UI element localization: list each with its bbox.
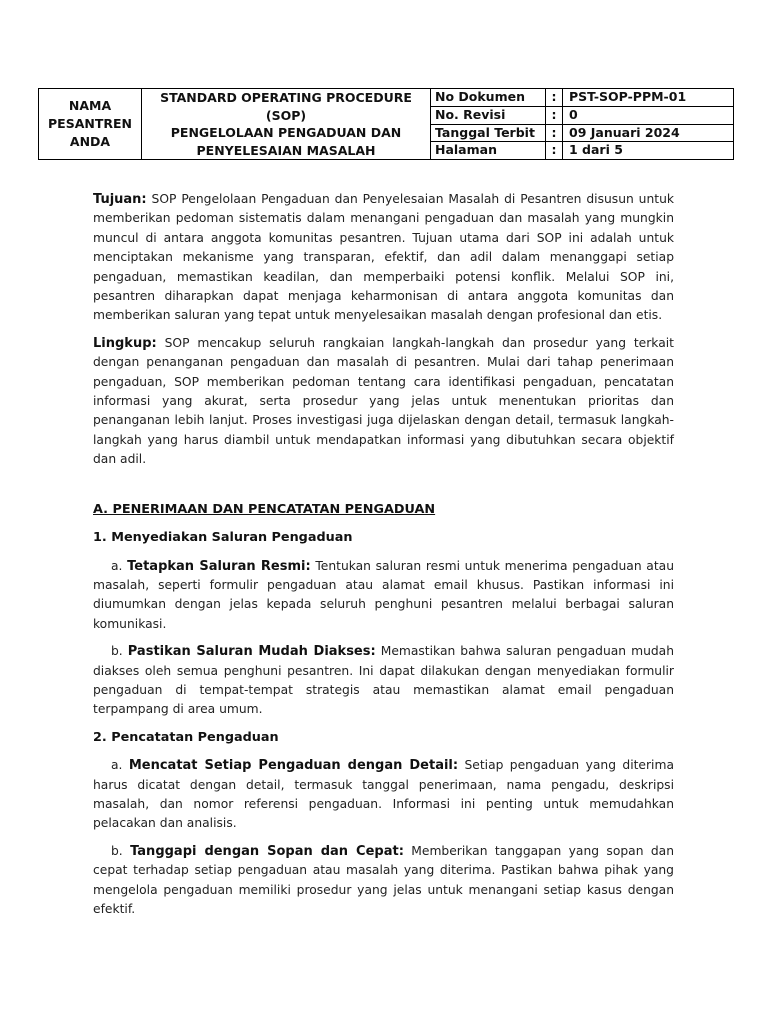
meta-value: 09 Januari 2024 [569, 124, 680, 140]
meta-key: Halaman [431, 142, 546, 159]
item-text: Memberikan tanggapan yang sopan dan cepat terhadap setiap pengaduan atau masalah yang diterima. Pastikan bahwa pihak yang mengelola pengaduan memiliki prosedur yang jelas untuk menangani setiap kasus dengan efektif. [93, 843, 674, 916]
item-letter: b. [111, 644, 123, 659]
list-item [93, 756, 674, 834]
meta-row-doc-number [431, 89, 733, 107]
doc-title-line: PENYELESAIAN MASALAH [196, 142, 376, 158]
meta-value: 0 [569, 106, 578, 122]
meta-value: PST-SOP-PPM-01 [569, 89, 687, 104]
meta-row-revision [431, 107, 733, 125]
item-lead: Mencatat Setiap Pengaduan dengan Detail: [128, 758, 459, 774]
item-letter: b. [111, 843, 123, 858]
doc-title-line: STANDARD OPERATING PROCEDURE [160, 90, 412, 105]
org-name-cell [39, 89, 142, 159]
item-text: Memastikan bahwa saluran pengaduan mudah diakses oleh semua penghuni pesantren. Ini dapat dilakukan dengan menyediakan formulir pengaduan di tempat-tempat strategis atau memastikan alamat email pengaduan terpampang di area umum. [93, 644, 674, 717]
item-letter: a. [111, 558, 123, 573]
meta-key: Tanggal Terbit [431, 125, 546, 142]
list-item [93, 642, 674, 720]
meta-separator: : [546, 142, 563, 159]
subsection-title: 1. Menyediakan Saluran Pengaduan [93, 530, 353, 546]
org-name-line: PESANTREN [48, 116, 132, 131]
lingkup-text: SOP mencakup seluruh rangkaian langkah-langkah dan prosedur yang terkait dengan penanganan pengaduan dan masalah di pesantren. Mulai dari tahap penerimaan pengaduan, SOP memberikan pedoman tentang cara identifikasi pengaduan, pencatatan informasi yang akurat, serta prosedur yang jelas untuk menentukan prioritas dan penanganan lebih lanjut. Proses investigasi juga dijelaskan dengan detail, termasuk langkah-langkah yang harus diambil untuk mendapatkan informasi yang dibutuhkan secara objektif dan adil. [93, 335, 674, 467]
doc-title-line: PENGELOLAAN PENGADUAN DAN [170, 125, 402, 140]
lingkup-label: Lingkup: [93, 335, 157, 351]
meta-key: No Dokumen [431, 89, 546, 106]
doc-meta-cell [431, 89, 733, 159]
tujuan-text: SOP Pengelolaan Pengaduan dan Penyelesaian Masalah di Pesantren disusun untuk memberikan pedoman sistematis dalam menangani pengaduan dan masalah yang mungkin muncul di antara anggota komunitas pesantren. Tujuan utama dari SOP ini adalah untuk menciptakan mekanisme yang transparan, efektif, dan adil dalam menanggapi setiap pengaduan, memastikan keadilan, dan memperbaiki potensi konflik. Melalui SOP ini, pesantren diharapkan dapat menjaga keharmonisan di antara anggota komunitas dan memberikan saluran yang tepat untuk menyelesaikan masalah dengan profesional dan etis. [93, 192, 674, 323]
meta-separator: : [546, 125, 563, 142]
tujuan-label: Tujuan: [93, 192, 147, 207]
org-name-line: NAMA [68, 98, 112, 113]
section-a-title: A. PENERIMAAN DAN PENCATATAN PENGADUAN [93, 501, 436, 517]
item-letter: a. [111, 758, 123, 773]
meta-row-issue-date [431, 125, 733, 143]
doc-title-cell [142, 89, 431, 159]
list-item [93, 557, 674, 635]
org-name-line: ANDA [69, 134, 111, 149]
document-body [93, 190, 674, 927]
meta-key: No. Revisi [431, 107, 546, 124]
item-lead: Pastikan Saluran Mudah Diakses: [127, 644, 376, 660]
meta-row-page [431, 142, 733, 159]
item-text: Setiap pengaduan yang diterima harus dicatat dengan detail, termasuk tanggal penerimaan, nama pengadu, deskripsi masalah, dan nomor referensi pengaduan. Informasi ini penting untuk memudahkan pelacakan dan analisis. [93, 758, 674, 831]
list-item [93, 842, 674, 920]
item-lead: Tetapkan Saluran Resmi: [127, 558, 311, 574]
subsection-title: 2. Pencatatan Pengaduan [93, 729, 279, 745]
lingkup-paragraph [93, 334, 674, 470]
meta-separator: : [546, 89, 563, 106]
item-text: Tentukan saluran resmi untuk menerima pengaduan atau masalah, seperti formulir pengaduan atau alamat email khusus. Pastikan informasi ini diumumkan dengan jelas kepada seluruh penghuni pesantren melalui berbagai saluran komunikasi. [93, 558, 674, 631]
meta-separator: : [546, 107, 563, 124]
header-table [38, 88, 734, 160]
doc-title-line: (SOP) [265, 107, 307, 123]
meta-value: 1 dari 5 [569, 142, 623, 158]
tujuan-paragraph [93, 190, 674, 326]
item-lead: Tanggapi dengan Sopan dan Cepat: [130, 843, 404, 859]
